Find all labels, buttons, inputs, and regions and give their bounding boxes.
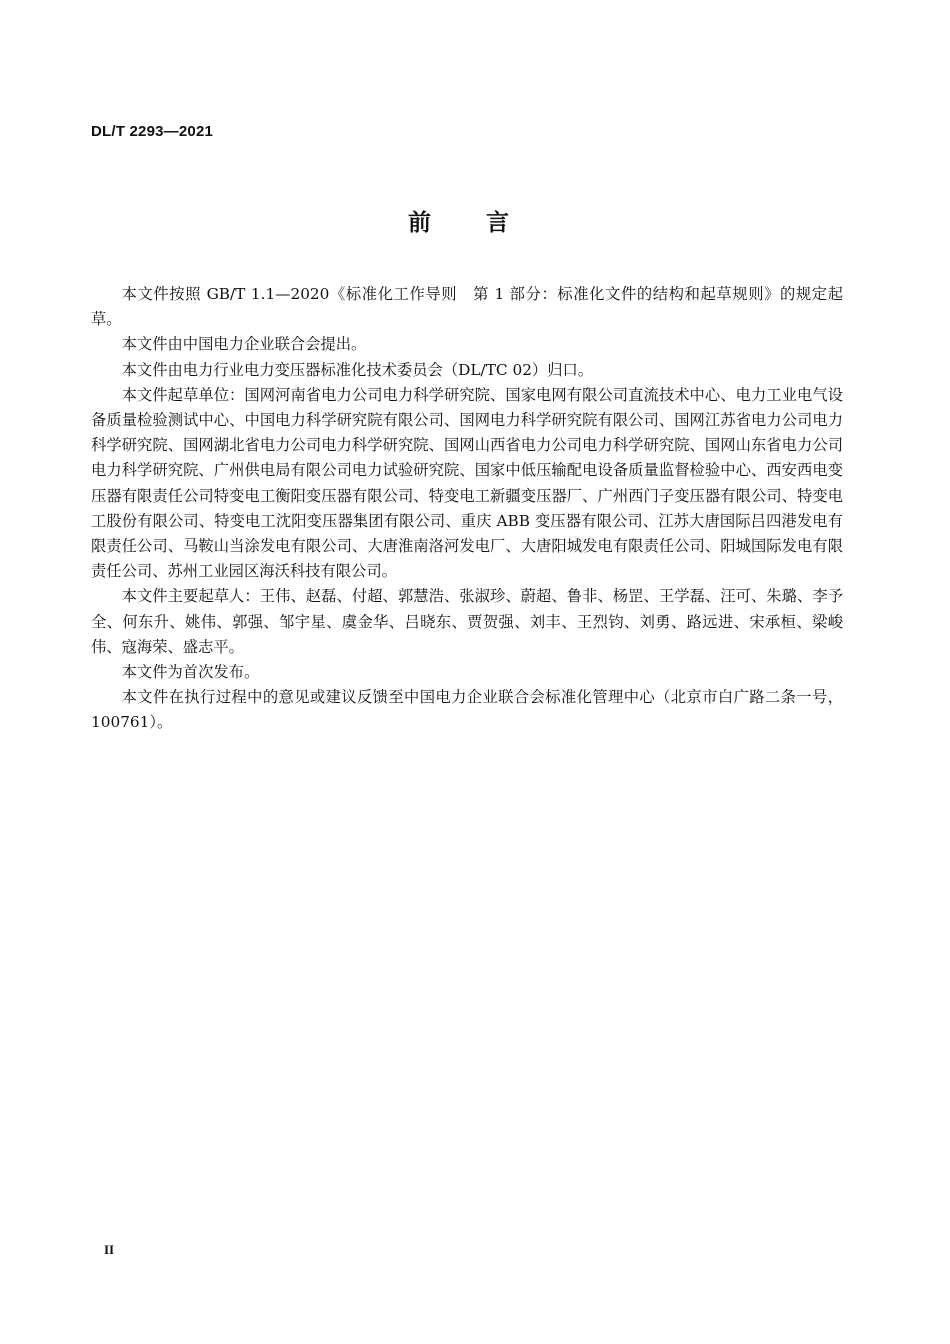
paragraph-drafters: 本文件主要起草人：王伟、赵磊、付超、郭慧浩、张淑珍、蔚超、鲁非、杨罡、王学磊、汪可、朱璐、李予全、何东升、姚伟、郭强、邹宇星、虞金华、吕晓东、贾贺强、刘丰、王烈钧、刘勇、路远进、宋承桓、梁峻伟、寇海荣、盛志平。 — [91, 587, 843, 656]
paragraph-drafting-units: 本文件起草单位：国网河南省电力公司电力科学研究院、国家电网有限公司直流技术中心、电力工业电气设备质量检验测试中心、中国电力科学研究院有限公司、国网电力科学研究院有限公司、国网江苏省电力公司电力科学研究院、国网湖北省电力公司电力科学研究院、国网山西省电力公司电力科学研究院、国网山东省电力公司电力科学研究院、广州供电局有限公司电力试验研究院、国家中低压输配电设备质量监督检验中心、西安西电变压器有限责任公司特变电工衡阳变压器有限公司、特变电工新疆变压器厂、广州西门子变压器有限公司、特变电工股份有限公司、特变电工沈阳变压器集团有限公司、重庆 ABB 变压器有限公司、江苏大唐国际吕四港发电有限责任公司、马鞍山当涂发电有限公司、大唐淮南洛河发电厂、大唐阳城发电有限责任公司、阳城国际发电有限责任公司、苏州工业园区海沃科技有限公司。 — [91, 385, 843, 581]
preface-body — [91, 282, 843, 736]
page-number: II — [104, 1242, 115, 1257]
paragraph-first-release: 本文件为首次发布。 — [121, 663, 260, 682]
paragraph-drafting-basis: 本文件按照 GB/T 1.1—2020《标准化工作导则 第 1 部分：标准化文件的结构和起草规则》的规定起草。 — [91, 285, 843, 329]
standard-code: DL/T 2293—2021 — [91, 123, 214, 140]
paragraph-committee: 本文件由电力行业电力变压器标准化技术委员会（DL/TC 02）归口。 — [121, 360, 594, 379]
paragraph-feedback: 本文件在执行过程中的意见或建议反馈至中国电力企业联合会标准化管理中心（北京市白广路二条一号，100761）。 — [91, 688, 843, 732]
page-title: 前言 — [408, 210, 564, 236]
paragraph-proposer: 本文件由中国电力企业联合会提出。 — [121, 335, 367, 354]
